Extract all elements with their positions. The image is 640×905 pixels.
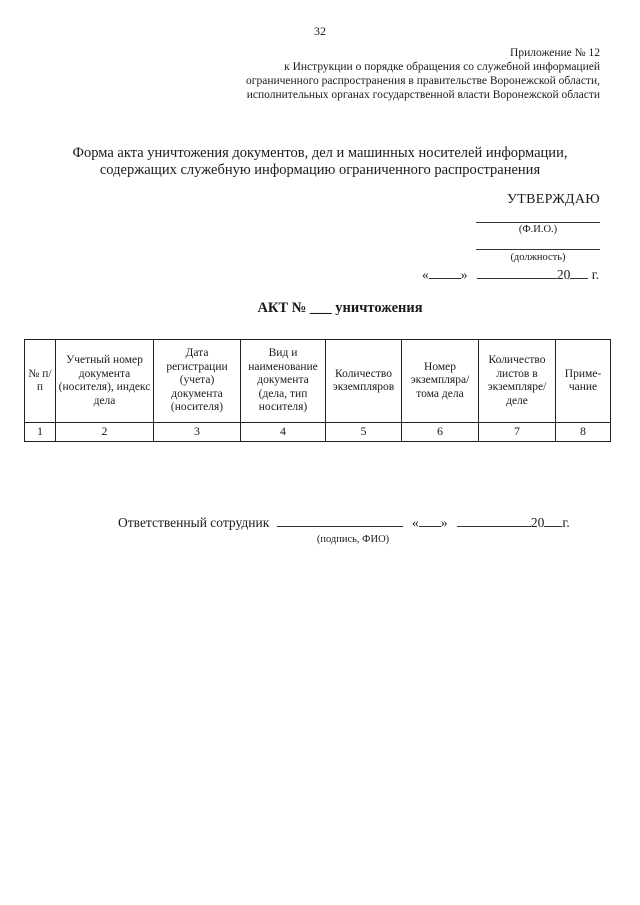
header-cell: Учетный номер документа (носителя), индекс дела <box>56 340 154 423</box>
appendix-reference <box>180 46 600 102</box>
header-cell: Дата регистрации (учета) документа (носителя) <box>154 340 241 423</box>
header-cell: Номер экземпляра/ тома дела <box>402 340 479 423</box>
header-cell: Количество экземпляров <box>326 340 402 423</box>
signature-blank <box>277 514 403 527</box>
year-suffix: г. <box>591 267 600 282</box>
footer-date-open-quote: « <box>412 515 419 530</box>
act-title: АКТ № ___ уничтожения <box>257 300 423 316</box>
header-cell: № п/п <box>25 340 56 423</box>
year-prefix: 20 <box>556 267 571 282</box>
position-line <box>476 249 600 250</box>
form-title <box>40 145 600 179</box>
column-number: 5 <box>326 423 402 442</box>
column-number: 7 <box>479 423 556 442</box>
header-cell: Вид и наименование документа (дела, тип носителя) <box>241 340 326 423</box>
responsible-employee-label: Ответственный сотрудник <box>118 515 270 530</box>
responsible-employee-line <box>118 514 570 531</box>
header-cell: Приме- чание <box>556 340 611 423</box>
footer-year-prefix: 20 <box>530 515 545 530</box>
footer-year-suffix: г. <box>562 515 570 530</box>
page-number: 32 <box>314 24 326 38</box>
table-header-row <box>25 340 611 423</box>
form-title-line-2: содержащих служебную информацию ограниченного распространения <box>99 162 541 178</box>
form-title-line-1: Форма акта уничтожения документов, дел и машинных носителей информации, <box>72 145 568 161</box>
footer-date-close-quote: » <box>440 515 448 530</box>
appendix-line-1: Приложение № 12 <box>510 47 600 59</box>
destruction-act-table <box>24 339 611 442</box>
column-number: 4 <box>241 423 326 442</box>
fio-line <box>476 222 600 223</box>
appendix-line-4: исполнительных органах государственной власти Воронежской области <box>246 89 600 101</box>
column-number: 1 <box>25 423 56 442</box>
appendix-line-3: ограниченного распространения в правительстве Воронежской области, <box>246 75 600 87</box>
column-number-row <box>25 423 611 442</box>
month-blank <box>477 266 557 279</box>
column-number: 3 <box>154 423 241 442</box>
position-caption: (должность) <box>510 252 566 263</box>
date-open-quote: « <box>422 267 429 282</box>
signature-caption: (подпись, ФИО) <box>316 534 390 545</box>
approval-heading: УТВЕРЖДАЮ <box>507 192 600 207</box>
column-number: 8 <box>556 423 611 442</box>
footer-year-blank <box>544 514 562 527</box>
approval-date <box>422 266 599 283</box>
date-close-quote: » <box>460 267 468 282</box>
day-blank <box>429 266 461 279</box>
fio-caption: (Ф.И.О.) <box>518 224 558 235</box>
appendix-line-2: к Инструкции о порядке обращения со служебной информацией <box>284 61 600 73</box>
year-blank <box>570 266 588 279</box>
column-number: 2 <box>56 423 154 442</box>
footer-day-blank <box>419 514 441 527</box>
column-number: 6 <box>402 423 479 442</box>
footer-month-blank <box>457 514 531 527</box>
header-cell: Количество листов в экземпляре/ деле <box>479 340 556 423</box>
